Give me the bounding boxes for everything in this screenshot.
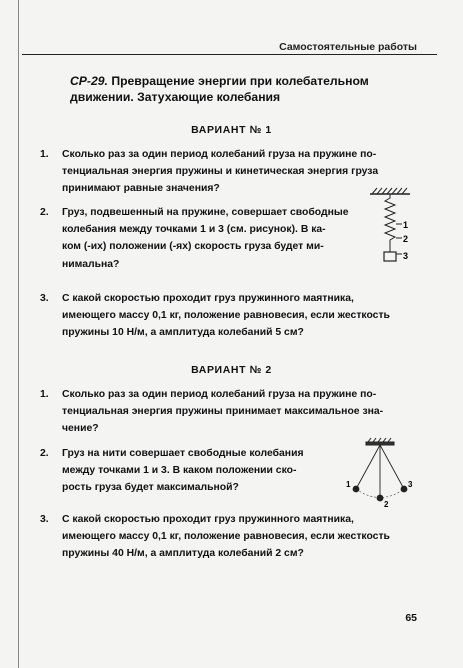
bob-position-2 <box>377 495 384 502</box>
title-line-2: движении. Затухающие колебания <box>70 90 281 104</box>
v2-q3-text: С какой скоростью проходит груз пружинного маятника, имеющего массу 0,1 кг, положение равновесия, если жесткость пружины 40 Н/м, а амплитуда колебаний 2 см? <box>62 514 390 560</box>
spring-figure <box>366 182 416 264</box>
v2-q1-text: Сколько раз за один период колебаний груза на пружине по- тенциальная энергия пружины принимает максимальное зна- чение? <box>62 389 384 435</box>
title-line-1: Превращение энергии при колебательном <box>107 74 369 88</box>
v2-q3-number: 3. <box>40 514 49 525</box>
pendulum-figure <box>344 436 416 508</box>
pendulum-label-2: 2 <box>384 500 389 508</box>
header-rule <box>22 54 437 55</box>
pendulum-threads <box>356 445 404 498</box>
spring-coil <box>385 194 395 252</box>
v1-q3-number: 3. <box>40 293 49 304</box>
v1-q1-number: 1. <box>40 149 49 160</box>
pendulum-ceiling <box>366 438 394 445</box>
spring-label-1: 1 <box>403 220 409 230</box>
pendulum-label-1: 1 <box>346 480 351 489</box>
pendulum-label-3: 3 <box>408 480 413 489</box>
spring-weight <box>384 252 396 261</box>
position-marks <box>396 224 402 254</box>
running-header: Самостоятельные работы <box>279 41 417 53</box>
worksheet-title <box>70 73 370 105</box>
page-spine-line <box>18 0 19 668</box>
bob-position-3 <box>401 486 408 493</box>
spring-label-3: 3 <box>403 251 409 261</box>
v1-q2-number: 2. <box>40 207 49 218</box>
ceiling-hatch <box>370 188 410 194</box>
v2-q2-text: Груз на нити совершает свободные колебания между точками 1 и 3. В каком положении ско- рость груза будет максимальной? <box>62 448 304 494</box>
variant-2-heading: ВАРИАНТ № 2 <box>191 364 272 376</box>
v1-q3-text: С какой скоростью проходит груз пружинного маятника, имеющего массу 0,1 кг, положение равновесия, если жесткость пружины 10 Н/м, а амплитуда колебаний 5 см? <box>62 293 390 339</box>
bob-position-1 <box>353 486 360 493</box>
spring-label-2: 2 <box>403 234 409 244</box>
page-number: 65 <box>405 612 417 624</box>
v1-q2-text: Груз, подвешенный на пружине, совершает свободные колебания между точками 1 и 3 (см. рисунок). В ка- ком (-их) положении (-ях) скорость груза будет ми- нимальна? <box>62 207 349 270</box>
v2-q2-number: 2. <box>40 448 49 459</box>
v1-q1-text: Сколько раз за один период колебаний груза на пружине по- тенциальная энергия пружины и кинетическая энергия груза принимают равные значения? <box>62 149 379 195</box>
v2-q1-number: 1. <box>40 389 49 400</box>
worksheet-code: СР-29. <box>70 74 108 88</box>
variant-1-heading: ВАРИАНТ № 1 <box>191 124 272 136</box>
